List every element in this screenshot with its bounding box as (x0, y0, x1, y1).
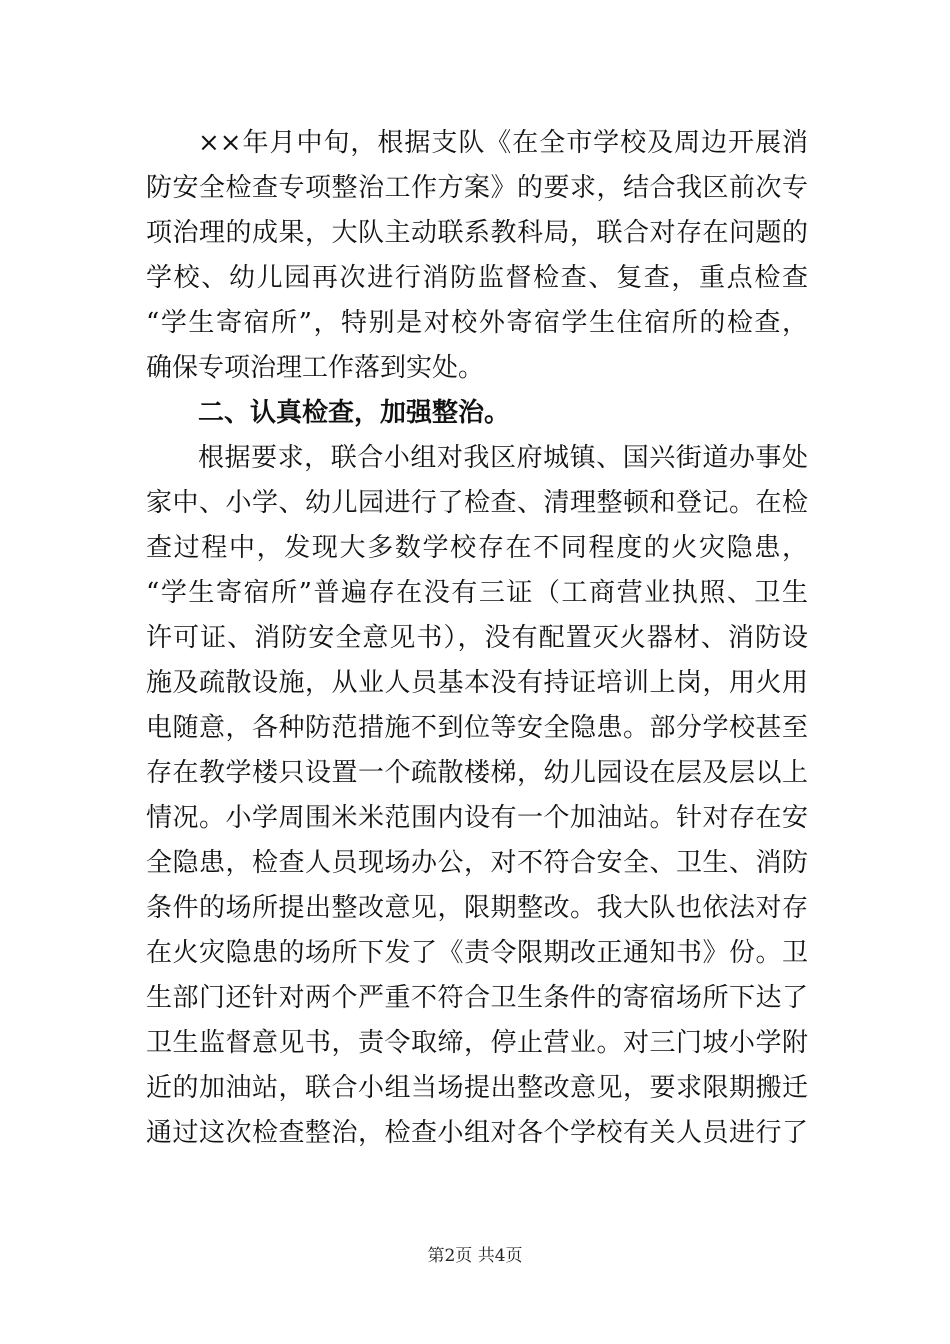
paragraph-line: 通过这次检查整治，检查小组对各个学校有关人员进行了 (146, 1118, 808, 1148)
paragraph-line: 生部门还针对两个严重不符合卫生条件的寄宿场所下达了 (146, 983, 808, 1013)
paragraph-line: 根据要求，联合小组对我区府城镇、国兴街道办事处 (198, 443, 808, 473)
paragraph-line: 近的加油站，联合小组当场提出整改意见，要求限期搬迁 (146, 1073, 808, 1103)
paragraph-line: 在火灾隐患的场所下发了《责令限期改正通知书》份。卫 (146, 938, 808, 968)
paragraph-line: 项治理的成果，大队主动联系教科局，联合对存在问题的 (146, 218, 808, 248)
paragraph-line: 学校、幼儿园再次进行消防监督检查、复查，重点检查 (146, 263, 808, 293)
paragraph-line: 确保专项治理工作落到实处。 (146, 353, 485, 383)
paragraph-line: 卫生监督意见书，责令取缔，停止营业。对三门坡小学附 (146, 1028, 808, 1058)
paragraph-line: 家中、小学、幼儿园进行了检查、清理整顿和登记。在检 (146, 488, 808, 518)
paragraph-line: 许可证、消防安全意见书），没有配置灭火器材、消防设 (146, 623, 808, 653)
paragraph-line: “学生寄宿所”普遍存在没有三证（工商营业执照、卫生 (146, 578, 808, 608)
section-heading: 二、认真检查，加强整治。 (198, 398, 511, 428)
paragraph-line: 查过程中，发现大多数学校存在不同程度的火灾隐患， (146, 533, 808, 563)
document-body (146, 121, 808, 1156)
paragraph-line: 条件的场所提出整改意见，限期整改。我大队也依法对存 (146, 893, 808, 923)
page-number: 第2页 共4页 (427, 1246, 523, 1266)
paragraph-line: 存在教学楼只设置一个疏散楼梯，幼儿园设在层及层以上 (146, 758, 808, 788)
paragraph-line: ××年月中旬，根据支队《在全市学校及周边开展消 (198, 128, 808, 158)
paragraph-line: 施及疏散设施，从业人员基本没有持证培训上岗，用火用 (146, 668, 808, 698)
paragraph-line: 全隐患，检查人员现场办公，对不符合安全、卫生、消防 (146, 848, 808, 878)
paragraph-line: “学生寄宿所”，特别是对校外寄宿学生住宿所的检查， (146, 308, 808, 338)
paragraph-line: 防安全检查专项整治工作方案》的要求，结合我区前次专 (146, 173, 808, 203)
paragraph-line: 情况。小学周围米米范围内设有一个加油站。针对存在安 (146, 803, 808, 833)
paragraph-line: 电随意，各种防范措施不到位等安全隐患。部分学校甚至 (146, 713, 808, 743)
